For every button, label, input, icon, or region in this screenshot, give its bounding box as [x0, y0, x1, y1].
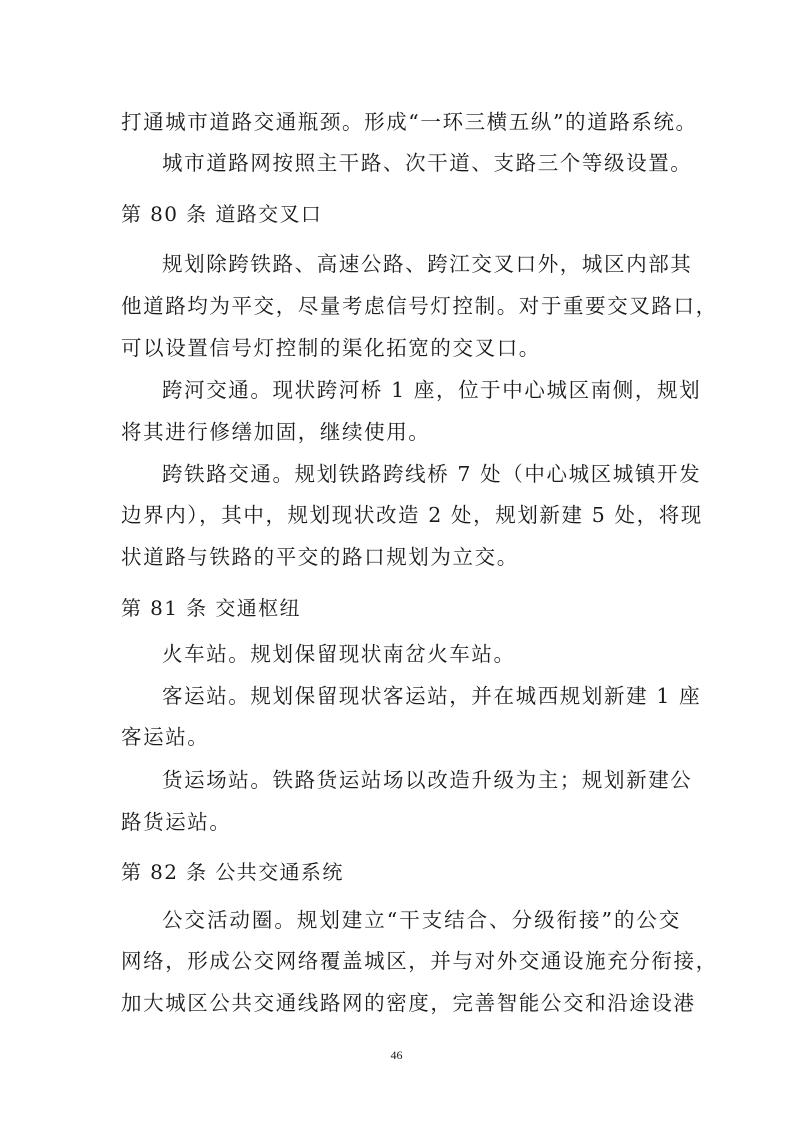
paragraph-line: 加大城区公共交通线路网的密度，完善智能公交和沿途设港 [121, 991, 696, 1015]
paragraph-line: 将其进行修缮加固，继续使用。 [121, 420, 431, 444]
paragraph-line: 路货运站。 [121, 810, 232, 834]
paragraph-line: 网络，形成公交网络覆盖城区，并与对外交通设施充分衔接， [121, 949, 718, 973]
paragraph-line: 打通城市道路交通瓶颈。形成“一环三横五纵”的道路系统。 [121, 110, 698, 134]
paragraph-line: 城市道路网按照主干路、次干道、支路三个等级设置。 [162, 151, 693, 175]
article-heading-82: 第 82 条 公共交通系统 [121, 860, 344, 884]
paragraph-line: 货运场站。铁路货运站场以改造升级为主；规划新建公 [162, 768, 693, 792]
paragraph-line: 客运站。规划保留现状客运站，并在城西规划新建 1 座 [162, 684, 702, 708]
page-number: 46 [390, 1048, 403, 1062]
paragraph-line: 跨河交通。现状跨河桥 1 座，位于中心城区南侧，规划 [162, 378, 702, 402]
paragraph-line: 可以设置信号灯控制的渠化拓宽的交叉口。 [121, 336, 541, 360]
paragraph-line: 状道路与铁路的平交的路口规划为立交。 [121, 545, 519, 569]
paragraph-line: 跨铁路交通。规划铁路跨线桥 7 处（中心城区城镇开发 [162, 462, 702, 486]
article-heading-81: 第 81 条 交通枢纽 [121, 596, 301, 620]
paragraph-line: 火车站。规划保留现状南岔火车站。 [162, 642, 516, 666]
paragraph-line: 公交活动圈。规划建立“干支结合、分级衔接”的公交 [162, 908, 681, 932]
paragraph-line: 他道路均为平交，尽量考虑信号灯控制。对于重要交叉路口， [121, 294, 718, 318]
paragraph-line: 客运站。 [121, 725, 210, 749]
paragraph-line: 边界内），其中，规划现状改造 2 处，规划新建 5 处，将现 [121, 503, 703, 527]
paragraph-line: 规划除跨铁路、高速公路、跨江交叉口外，城区内部其 [162, 252, 693, 276]
article-heading-80: 第 80 条 道路交叉口 [121, 202, 323, 226]
